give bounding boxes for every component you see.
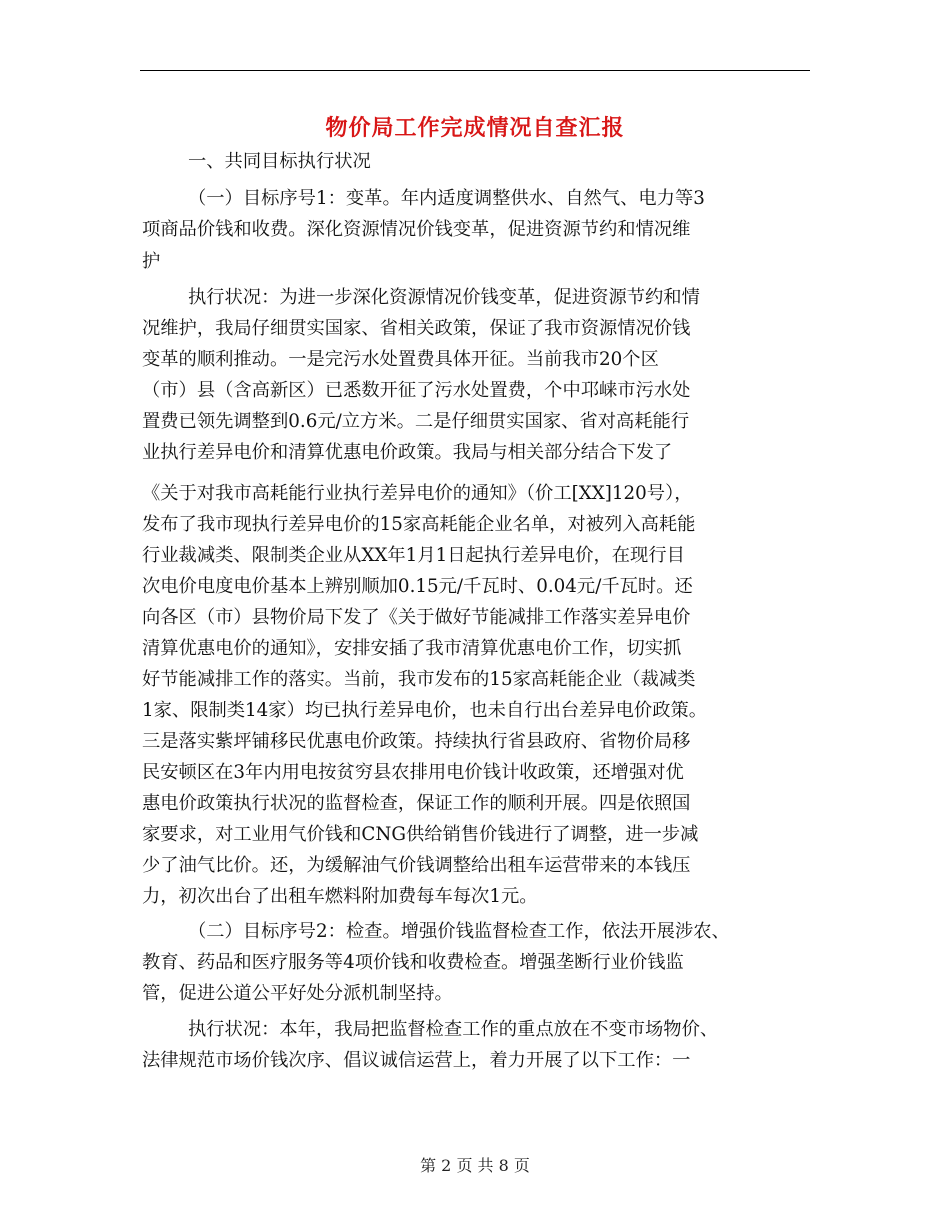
body-line-26: 教育、药品和医疗服务等4项价钱和收费检查。增强垄断行业价钱监 <box>142 952 684 973</box>
body-line-27: 管，促进公道公平好处分派机制坚持。 <box>142 983 453 1004</box>
body-line-11: 《关于对我市高耗能行业执行差异电价的通知》（价工[XX]120号）， <box>142 483 693 504</box>
body-line-29: 法律规范市场价钱次序、倡议诚信运营上，着力开展了以下工作：一 <box>142 1050 691 1071</box>
body-line-25: （二）目标序号2：检查。增强价钱监督检查工作，依法开展涉农、 <box>188 921 730 942</box>
body-line-9: 置费已领先调整到0.6元/立方米。二是仔细贯实国家、省对高耗能行 <box>142 411 690 432</box>
document-title: 物价局工作完成情况自查汇报 <box>325 115 625 141</box>
page-number: 第 2 页 共 8 页 <box>420 1156 530 1175</box>
body-line-4: 护 <box>142 251 161 272</box>
body-line-13: 行业裁减类、限制类企业从XX年1月1日起执行差异电价，在现行目 <box>142 545 685 566</box>
body-line-22: 家要求，对工业用气价钱和CNG供给销售价钱进行了调整，进一步减 <box>142 824 699 845</box>
body-line-24: 力，初次出台了出租车燃料附加费每车每次1元。 <box>142 886 538 907</box>
body-line-28: 执行状况：本年，我局把监督检查工作的重点放在不变市场物价、 <box>188 1019 719 1040</box>
body-line-6: 况维护，我局仔细贯实国家、省相关政策，保证了我市资源情况价钱 <box>142 318 691 339</box>
body-line-20: 民安顿区在3年内用电按贫穷县农排用电价钱计收政策，还增强对优 <box>142 762 684 783</box>
body-line-16: 清算优惠电价的通知》，安排安插了我市清算优惠电价工作，切实抓 <box>142 638 682 659</box>
body-line-8: （市）县（含高新区）已悉数开征了污水处置费，个中邛崃市污水处 <box>142 380 691 401</box>
body-line-14: 次电价电度电价基本上辨别顺加0.15元/千瓦时、0.04元/千瓦时。还 <box>142 576 693 597</box>
body-line-18: 1家、限制类14家）均已执行差异电价，也未自行出台差异电价政策。 <box>142 700 708 721</box>
body-line-21: 惠电价政策执行状况的监督检查，保证工作的顺利开展。四是依照国 <box>142 793 691 814</box>
body-line-10: 业执行差异电价和清算优惠电价政策。我局与相关部分结合下发了 <box>142 442 673 463</box>
header-divider <box>140 70 810 71</box>
body-line-17: 好节能减排工作的落实。当前，我市发布的15家高耗能企业（裁减类 <box>142 669 696 690</box>
body-line-12: 发布了我市现执行差异电价的15家高耗能企业名单，对被列入高耗能 <box>142 514 696 535</box>
body-line-2: （一）目标序号1：变革。年内适度调整供水、自然气、电力等3 <box>188 188 705 209</box>
body-line-15: 向各区（市）县物价局下发了《关于做好节能减排工作落实差异电价 <box>142 607 691 628</box>
body-line-3: 项商品价钱和收费。深化资源情况价钱变革，促进资源节约和情况维 <box>142 219 691 240</box>
body-line-23: 少了油气比价。还，为缓解油气价钱调整给出租车运营带来的本钱压 <box>142 855 691 876</box>
body-line-1: 一、共同目标执行状况 <box>188 151 371 172</box>
body-line-19: 三是落实紫坪铺移民优惠电价政策。持续执行省县政府、省物价局移 <box>142 731 691 752</box>
body-line-7: 变革的顺利推动。一是完污水处置费具体开征。当前我市20个区 <box>142 349 659 370</box>
body-line-5: 执行状况：为进一步深化资源情况价钱变革，促进资源节约和情 <box>188 287 700 308</box>
